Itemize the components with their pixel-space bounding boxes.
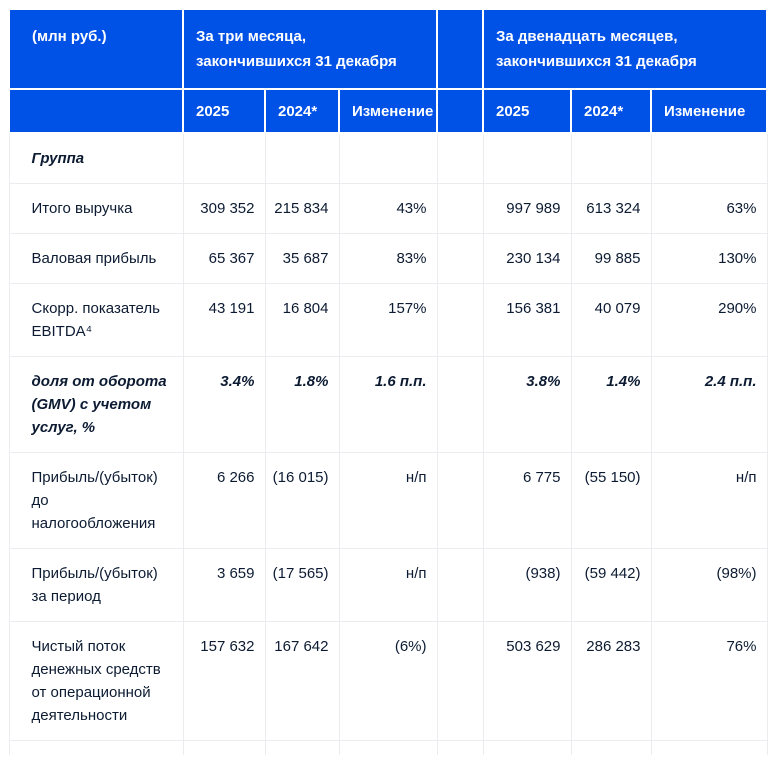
row-spacer-cell — [437, 284, 483, 357]
table-row-gross-profit — [9, 234, 767, 284]
cell-quarter-2024: (17 565) — [265, 549, 339, 622]
cell-quarter-2025: 157 632 — [183, 622, 265, 741]
row-spacer-cell — [437, 453, 483, 549]
cell-year-2025: 3.8% — [483, 357, 571, 453]
header-cols-row — [9, 89, 767, 133]
row-label — [9, 741, 183, 756]
cell-quarter-2024: 167 642 — [265, 622, 339, 741]
row-label: Скорр. показатель EBITDA⁴ — [9, 284, 183, 357]
table-header — [9, 9, 767, 133]
year-group-header: За двенадцать месяцев, закончившихся 31 декабря — [483, 9, 767, 89]
row-spacer-cell — [437, 741, 483, 756]
table-row-operating-cash-flow — [9, 622, 767, 741]
table-row-profit-for-period — [9, 549, 767, 622]
row-spacer-cell — [437, 234, 483, 284]
cell-quarter-change: 83% — [339, 234, 437, 284]
cell-year-change — [651, 741, 767, 756]
cell-quarter-change: 43% — [339, 184, 437, 234]
cell-year-2024: 40 079 — [571, 284, 651, 357]
cell-year-2025 — [483, 741, 571, 756]
cell-year-2025 — [483, 133, 571, 184]
row-spacer-cell — [437, 549, 483, 622]
cell-quarter-change: н/п — [339, 453, 437, 549]
table-row-profit-before-tax — [9, 453, 767, 549]
cell-year-2024 — [571, 741, 651, 756]
cell-year-2024: (55 150) — [571, 453, 651, 549]
cell-year-change: 63% — [651, 184, 767, 234]
row-label: Чистый поток денежных средств от операционной деятельности — [9, 622, 183, 741]
cell-quarter-change — [339, 741, 437, 756]
financial-table — [8, 8, 768, 755]
cell-year-change: 2.4 п.п. — [651, 357, 767, 453]
table-row-group-section — [9, 133, 767, 184]
cell-quarter-2025: 3.4% — [183, 357, 265, 453]
cell-year-2024: 286 283 — [571, 622, 651, 741]
row-label: Валовая прибыль — [9, 234, 183, 284]
cell-quarter-2024 — [265, 133, 339, 184]
row-spacer-cell — [437, 184, 483, 234]
col-header-year-2025: 2025 — [483, 89, 571, 133]
header-spacer-cell — [437, 89, 483, 133]
col-header-year-change: Изменение — [651, 89, 767, 133]
header-group-row — [9, 9, 767, 89]
col-header-quarter-2025: 2025 — [183, 89, 265, 133]
row-label: Прибыль/(убыток) до налогообложения — [9, 453, 183, 549]
cell-year-2025: 156 381 — [483, 284, 571, 357]
cell-quarter-2025: 65 367 — [183, 234, 265, 284]
table-row-gmv-share — [9, 357, 767, 453]
col-header-quarter-change: Изменение — [339, 89, 437, 133]
cell-year-2024: (59 442) — [571, 549, 651, 622]
cell-quarter-change: н/п — [339, 549, 437, 622]
cell-year-change: н/п — [651, 453, 767, 549]
table-body — [9, 133, 767, 755]
quarter-group-header: За три месяца, закончившихся 31 декабря — [183, 9, 437, 89]
row-spacer-cell — [437, 622, 483, 741]
cell-quarter-change: (6%) — [339, 622, 437, 741]
table-row-adjusted-ebitda — [9, 284, 767, 357]
cell-year-2024 — [571, 133, 651, 184]
cell-quarter-change — [339, 133, 437, 184]
header-spacer-cell — [437, 9, 483, 89]
cell-quarter-2025 — [183, 133, 265, 184]
row-spacer-cell — [437, 133, 483, 184]
cell-year-change: 76% — [651, 622, 767, 741]
col-header-quarter-2024: 2024* — [265, 89, 339, 133]
row-label: Группа — [9, 133, 183, 184]
cell-year-change: 290% — [651, 284, 767, 357]
empty-header-cell — [9, 89, 183, 133]
cell-year-change: 130% — [651, 234, 767, 284]
table-row-total-revenue — [9, 184, 767, 234]
cell-quarter-2024 — [265, 741, 339, 756]
cell-quarter-2024: 1.8% — [265, 357, 339, 453]
cell-year-2024: 1.4% — [571, 357, 651, 453]
cell-quarter-2025: 3 659 — [183, 549, 265, 622]
cell-quarter-2025: 309 352 — [183, 184, 265, 234]
cell-year-2025: (938) — [483, 549, 571, 622]
cell-quarter-2025: 6 266 — [183, 453, 265, 549]
cell-quarter-2024: (16 015) — [265, 453, 339, 549]
cell-year-2025: 6 775 — [483, 453, 571, 549]
unit-header-cell: (млн руб.) — [9, 9, 183, 89]
cell-quarter-2024: 215 834 — [265, 184, 339, 234]
cell-quarter-2024: 35 687 — [265, 234, 339, 284]
row-label: Прибыль/(убыток) за период — [9, 549, 183, 622]
row-label: доля от оборота (GMV) с учетом услуг, % — [9, 357, 183, 453]
cell-year-change: (98%) — [651, 549, 767, 622]
cell-year-2025: 997 989 — [483, 184, 571, 234]
cell-year-2025: 503 629 — [483, 622, 571, 741]
cell-quarter-2024: 16 804 — [265, 284, 339, 357]
cell-year-2025: 230 134 — [483, 234, 571, 284]
table-row-partial — [9, 741, 767, 756]
cell-year-2024: 99 885 — [571, 234, 651, 284]
cell-year-change — [651, 133, 767, 184]
cell-quarter-change: 1.6 п.п. — [339, 357, 437, 453]
cell-quarter-change: 157% — [339, 284, 437, 357]
cell-quarter-2025: 43 191 — [183, 284, 265, 357]
cell-year-2024: 613 324 — [571, 184, 651, 234]
row-label: Итого выручка — [9, 184, 183, 234]
cell-quarter-2025 — [183, 741, 265, 756]
col-header-year-2024: 2024* — [571, 89, 651, 133]
row-spacer-cell — [437, 357, 483, 453]
